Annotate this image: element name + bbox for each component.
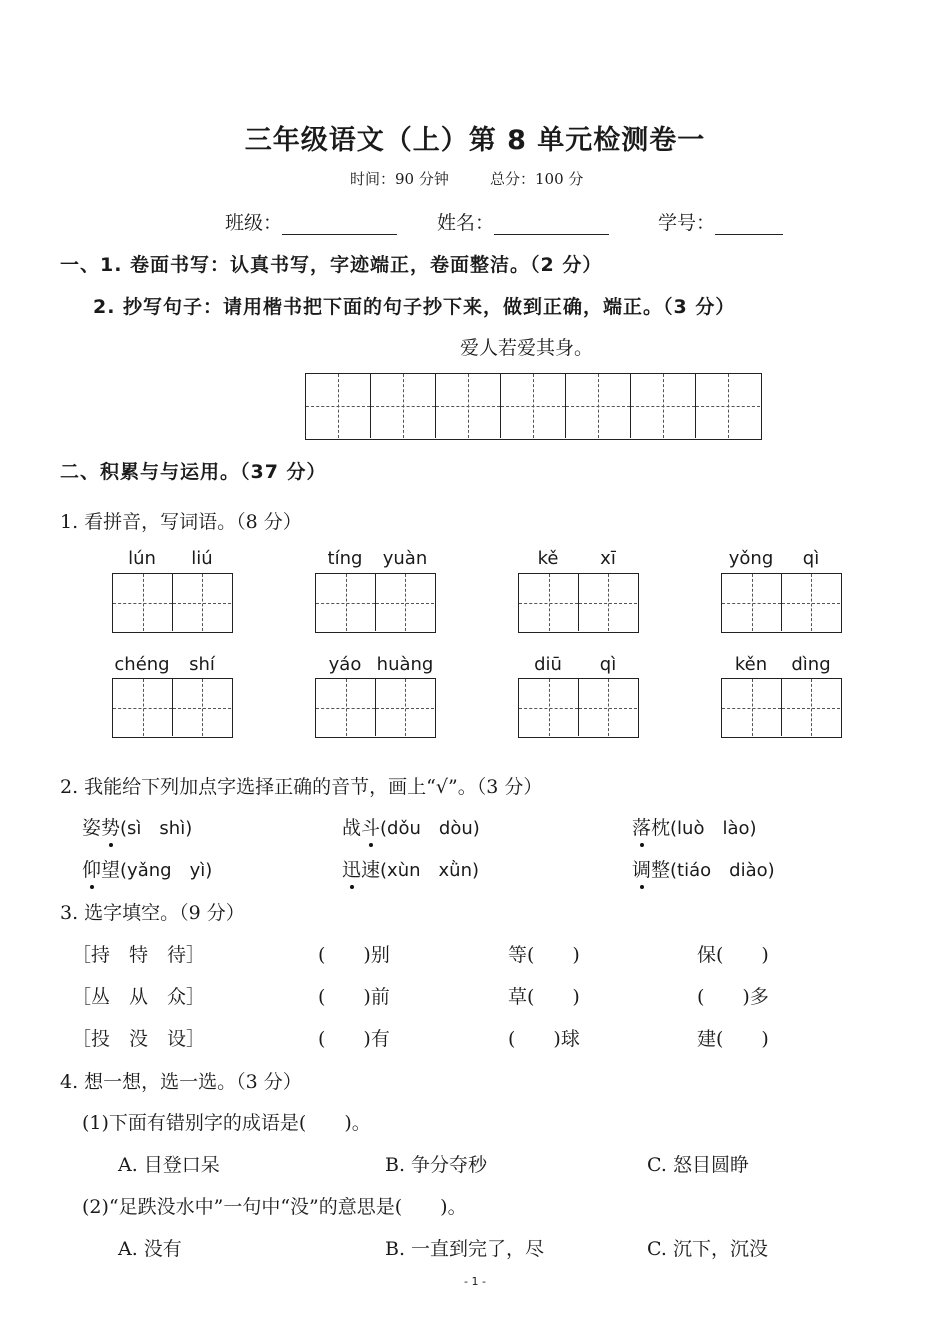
id-blank[interactable] (715, 214, 783, 235)
writing-cell[interactable] (696, 374, 760, 438)
pinyin: kěn (734, 654, 768, 675)
part1-q2: 2. 抄写句子：请用楷书把下面的句子抄下来，做到正确，端正。（3 分） (93, 296, 736, 318)
pinyin: qì (802, 548, 820, 569)
pinyin-options[interactable]: (xùn xǜn) (380, 860, 480, 881)
option-a[interactable]: A. 没有 (118, 1238, 182, 1260)
option-a[interactable]: A. 目登口呆 (118, 1154, 220, 1176)
writing-cell[interactable] (316, 574, 376, 631)
writing-cell[interactable] (306, 374, 371, 438)
char: 整 (651, 859, 671, 881)
dotted-char: 落 (632, 817, 652, 839)
pinyin-options[interactable]: (luò lào) (670, 818, 757, 839)
id-label: 学号： (658, 212, 716, 234)
writing-cell[interactable] (579, 574, 637, 631)
fill-blank[interactable]: ( )前 (318, 986, 390, 1008)
option-c[interactable]: C. 沉下，沉没 (647, 1238, 768, 1260)
dotted-char: 迅 (342, 859, 362, 881)
pinyin-choice-item[interactable] (342, 855, 479, 882)
copy-writing-grid[interactable] (305, 373, 762, 440)
fill-blank[interactable]: 等( ) (508, 944, 580, 966)
writing-cell[interactable] (501, 374, 566, 438)
pinyin-choice-item[interactable] (632, 855, 775, 882)
char: 望 (101, 859, 121, 881)
pinyin: xī (600, 548, 616, 569)
word-grid[interactable] (518, 573, 639, 633)
dotted-char: 调 (632, 859, 652, 881)
pinyin: shí (189, 654, 215, 675)
part1-q1: 一、1. 卷面书写：认真书写，字迹端正，卷面整洁。（2 分） (60, 254, 603, 276)
writing-cell[interactable] (519, 679, 579, 736)
word-grid[interactable] (315, 573, 436, 633)
writing-cell[interactable] (173, 574, 231, 631)
writing-cell[interactable] (113, 574, 173, 631)
writing-cell[interactable] (316, 679, 376, 736)
pinyin: qì (599, 654, 617, 675)
fill-blank[interactable]: 保( ) (697, 944, 769, 966)
part2-q4-prompt: 4. 想一想，选一选。（3 分） (60, 1071, 302, 1093)
pinyin: tíng (327, 548, 363, 569)
name-field[interactable] (437, 208, 609, 235)
char: 战 (342, 817, 362, 839)
writing-cell[interactable] (722, 574, 782, 631)
pinyin: dìng (791, 654, 831, 675)
dotted-char: 势 (101, 817, 121, 839)
part2-q2-prompt: 2. 我能给下列加点字选择正确的音节，画上“√”。（3 分） (60, 776, 543, 798)
fill-blank[interactable]: ( )多 (697, 986, 769, 1008)
pinyin-choice-item[interactable] (82, 855, 212, 882)
pinyin-choice-item[interactable] (82, 813, 192, 840)
pinyin: kě (537, 548, 559, 569)
page-title: 三年级语文（上）第 8 单元检测卷一 (244, 125, 706, 156)
pinyin-choice-item[interactable] (632, 813, 757, 840)
score-label: 总分：100 分 (490, 170, 584, 188)
pinyin: chéng (114, 654, 170, 675)
word-grid[interactable] (112, 678, 233, 738)
writing-cell[interactable] (376, 679, 434, 736)
time-label: 时间：90 分钟 (350, 170, 449, 188)
char-group: ［持 特 待］ (72, 944, 206, 966)
writing-cell[interactable] (519, 574, 579, 631)
word-grid[interactable] (518, 678, 639, 738)
q4-sub1: (1)下面有错别字的成语是( )。 (82, 1112, 371, 1134)
word-grid[interactable] (721, 678, 842, 738)
word-grid[interactable] (721, 573, 842, 633)
fill-blank[interactable]: ( )别 (318, 944, 390, 966)
fill-blank[interactable]: 建( ) (697, 1028, 769, 1050)
option-b[interactable]: B. 争分夺秒 (385, 1154, 488, 1176)
writing-cell[interactable] (579, 679, 637, 736)
copy-sentence: 爱人若爱其身。 (460, 337, 594, 359)
word-grid[interactable] (315, 678, 436, 738)
pinyin-options[interactable]: (sì shì) (120, 818, 193, 839)
option-c[interactable]: C. 怒目圆睁 (647, 1154, 749, 1176)
char: 枕 (651, 817, 671, 839)
page-number: - 1 - (464, 1275, 486, 1288)
writing-cell[interactable] (782, 679, 840, 736)
writing-cell[interactable] (113, 679, 173, 736)
name-blank[interactable] (494, 214, 609, 235)
q4-sub2: (2)“足跌没水中”一句中“没”的意思是( )。 (82, 1196, 467, 1218)
writing-cell[interactable] (371, 374, 436, 438)
pinyin-options[interactable]: (tiáo diào) (670, 860, 775, 881)
writing-cell[interactable] (722, 679, 782, 736)
fill-blank[interactable]: ( )球 (508, 1028, 580, 1050)
char-group: ［投 没 设］ (72, 1028, 206, 1050)
dotted-char: 仰 (82, 859, 102, 881)
pinyin: yuàn (382, 548, 428, 569)
writing-cell[interactable] (173, 679, 231, 736)
pinyin: diū (534, 654, 562, 675)
fill-blank[interactable]: ( )有 (318, 1028, 390, 1050)
writing-cell[interactable] (436, 374, 501, 438)
dotted-char: 斗 (361, 817, 381, 839)
char-group: ［丛 从 众］ (72, 986, 206, 1008)
writing-cell[interactable] (376, 574, 434, 631)
class-label: 班级： (225, 212, 283, 234)
name-label: 姓名： (437, 212, 495, 234)
char: 姿 (82, 817, 102, 839)
pinyin: yǒng (728, 548, 774, 569)
pinyin: huàng (376, 654, 434, 675)
class-blank[interactable] (282, 214, 397, 235)
char: 速 (361, 859, 381, 881)
pinyin: liú (191, 548, 213, 569)
class-field[interactable] (225, 208, 397, 235)
option-b[interactable]: B. 一直到完了，尽 (385, 1238, 545, 1260)
writing-cell[interactable] (566, 374, 631, 438)
pinyin-options[interactable]: (dǒu dòu) (380, 818, 480, 839)
id-field[interactable] (658, 208, 783, 235)
writing-cell[interactable] (782, 574, 840, 631)
pinyin-options[interactable]: (yǎng yì) (120, 860, 213, 881)
pinyin: yáo (328, 654, 362, 675)
part2-q1-prompt: 1. 看拼音，写词语。（8 分） (60, 511, 302, 533)
writing-cell[interactable] (631, 374, 696, 438)
word-grid[interactable] (112, 573, 233, 633)
part2-heading: 二、积累与与运用。（37 分） (60, 461, 327, 483)
fill-blank[interactable]: 草( ) (508, 986, 580, 1008)
pinyin: lún (128, 548, 156, 569)
part2-q3-prompt: 3. 选字填空。（9 分） (60, 902, 245, 924)
pinyin-choice-item[interactable] (342, 813, 480, 840)
